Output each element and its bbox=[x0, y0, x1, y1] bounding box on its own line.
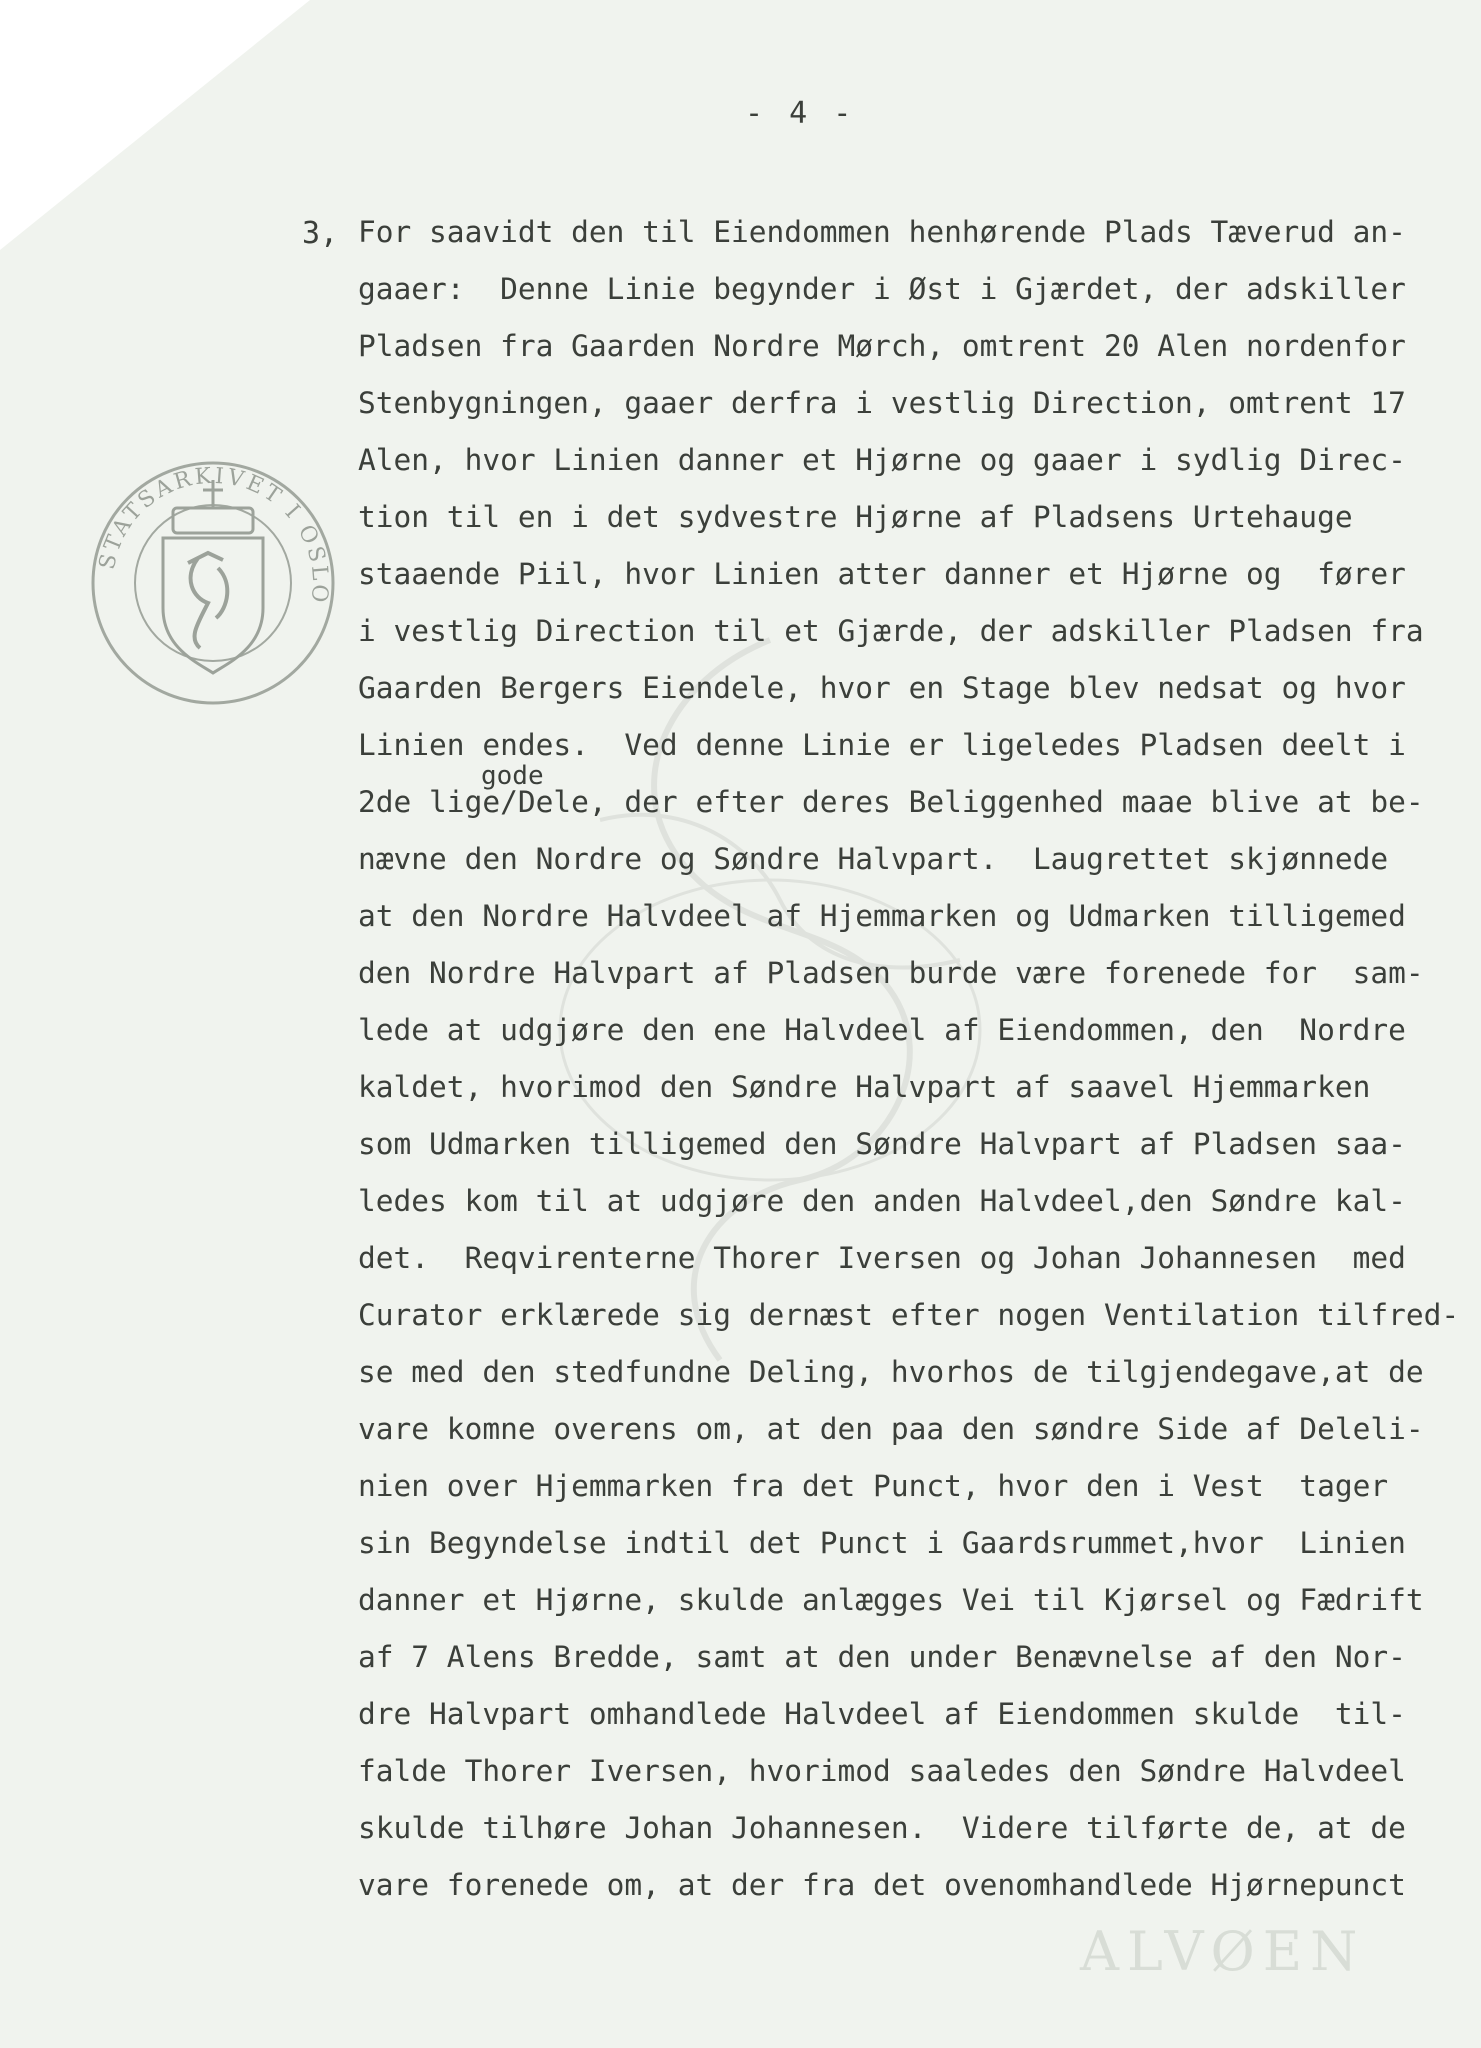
faint-stamp-mark: ALVØEN bbox=[1080, 1920, 1366, 1983]
body-line: Gaarden Bergers Eiendele, hvor en Stage blev nedsat og hvor bbox=[358, 671, 1406, 705]
body-line: Stenbygningen, gaaer derfra i vestlig Direction, omtrent 17 bbox=[358, 386, 1406, 420]
body-line: Alen, hvor Linien danner et Hjørne og gaaer i sydlig Direc- bbox=[358, 443, 1406, 477]
body-line: ledes kom til at udgjøre den anden Halvdeel,den Søndre kal- bbox=[358, 1184, 1406, 1218]
body-line: For saavidt den til Eiendommen henhørende Plads Tæverud an- bbox=[358, 215, 1406, 249]
body-line: dre Halvpart omhandlede Halvdeel af Eiendommen skulde til- bbox=[358, 1697, 1406, 1731]
body-line: i vestlig Direction til et Gjærde, der adskiller Pladsen fra bbox=[358, 614, 1424, 648]
body-line: gaaer: Denne Linie begynder i Øst i Gjærdet, der adskiller bbox=[358, 272, 1406, 306]
body-line: vare komne overens om, at den paa den søndre Side af Deleli- bbox=[358, 1412, 1424, 1446]
stamp-text: STATSARKIVET I OSLO bbox=[94, 463, 333, 607]
body-line: se med den stedfundne Deling, hvorhos de tilgjendegave,at de bbox=[358, 1355, 1424, 1389]
body-line: Linien endes. Ved denne Linie er ligeledes Pladsen deelt i bbox=[358, 728, 1406, 762]
body-line: den Nordre Halvpart af Pladsen burde være forenede for sam- bbox=[358, 956, 1424, 990]
page-number: - 4 - bbox=[745, 96, 856, 131]
body-line: staaende Piil, hvor Linien atter danner et Hjørne og fører bbox=[358, 557, 1406, 591]
body-line: Pladsen fra Gaarden Nordre Mørch, omtrent 20 Alen nordenfor bbox=[358, 329, 1406, 363]
body-line: falde Thorer Iversen, hvorimod saaledes den Søndre Halvdeel bbox=[358, 1754, 1406, 1788]
body-line: Curator erklærede sig dernæst efter nogen Ventilation tilfred- bbox=[358, 1298, 1460, 1332]
body-line: vare forenede om, at der fra det ovenomhandlede Hjørnepunct bbox=[358, 1868, 1406, 1902]
body-line: det. Reqvirenterne Thorer Iversen og Johan Johannesen med bbox=[358, 1241, 1406, 1275]
body-line: sin Begyndelse indtil det Punct i Gaardsrummet,hvor Linien bbox=[358, 1526, 1406, 1560]
body-line: tion til en i det sydvestre Hjørne af Pladsens Urtehauge bbox=[358, 500, 1353, 534]
interline-insertion: gode bbox=[481, 761, 544, 791]
body-line: at den Nordre Halvdeel af Hjemmarken og Udmarken tilligemed bbox=[358, 899, 1406, 933]
cut-page-corner bbox=[0, 0, 310, 250]
item-number: 3, bbox=[302, 216, 339, 251]
body-line: som Udmarken tilligemed den Søndre Halvpart af Pladsen saa- bbox=[358, 1127, 1406, 1161]
body-line: skulde tilhøre Johan Johannesen. Videre tilførte de, at de bbox=[358, 1811, 1406, 1845]
body-line: nævne den Nordre og Søndre Halvpart. Laugrettet skjønnede bbox=[358, 842, 1389, 876]
body-line: danner et Hjørne, skulde anlægges Vei til Kjørsel og Fædrift bbox=[358, 1583, 1424, 1617]
body-line: nien over Hjemmarken fra det Punct, hvor den i Vest tager bbox=[358, 1469, 1389, 1503]
archive-stamp bbox=[88, 458, 338, 708]
body-line: 2de lige/Dele, der efter deres Beliggenhed maae blive at be- bbox=[358, 785, 1424, 819]
body-line: lede at udgjøre den ene Halvdeel af Eiendommen, den Nordre bbox=[358, 1013, 1406, 1047]
body-line: af 7 Alens Bredde, samt at den under Benævnelse af den Nor- bbox=[358, 1640, 1406, 1674]
body-line: kaldet, hvorimod den Søndre Halvpart af saavel Hjemmarken bbox=[358, 1070, 1371, 1104]
